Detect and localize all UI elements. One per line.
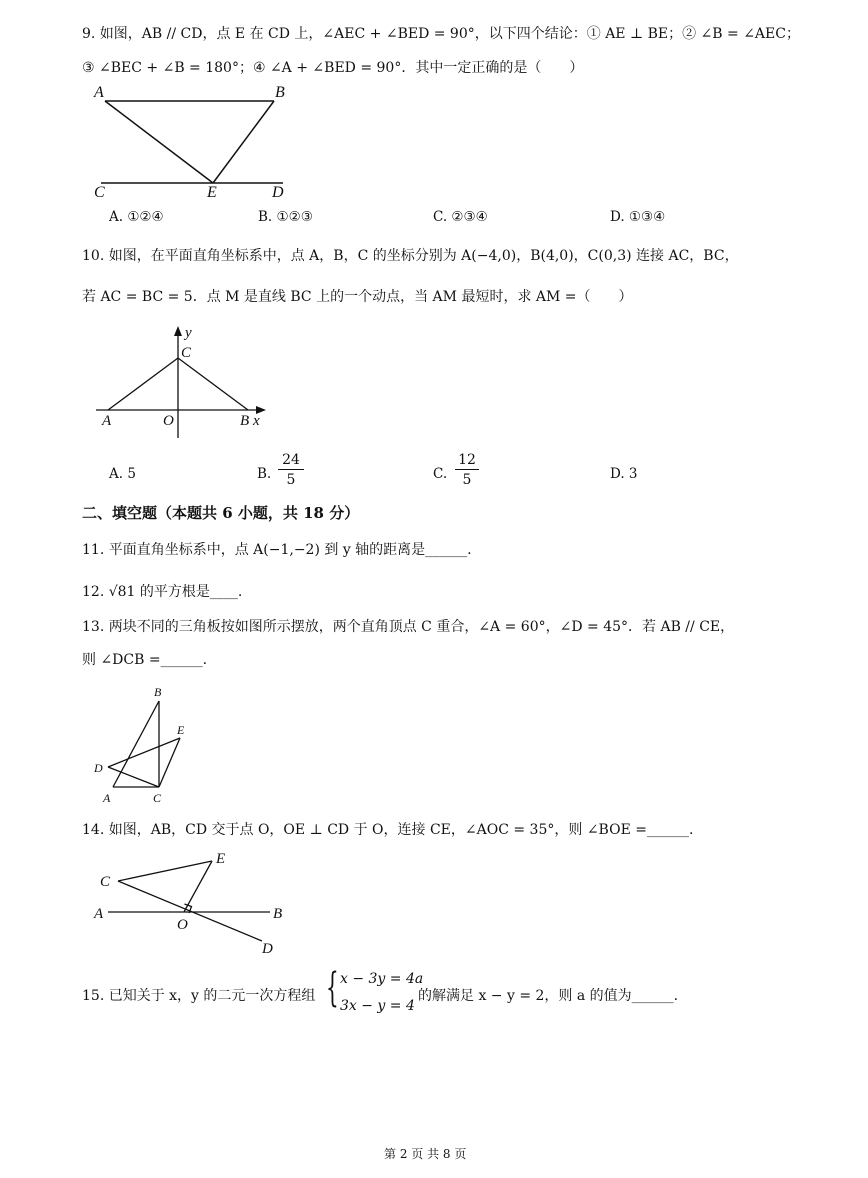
q11: 11. 平面直角坐标系中，点 A(−1,−2) 到 y 轴的距离是______. (82, 542, 472, 558)
q14-label-a: A (94, 906, 104, 922)
q15-brace: { (326, 965, 339, 1011)
q10-label-x: x (253, 413, 260, 429)
q9-label-a: A (94, 84, 104, 101)
section-title: 二、填空题（本题共 6 小题，共 18 分） (82, 504, 360, 522)
q13-label-c: C (153, 791, 162, 805)
q9-label-d: D (272, 184, 284, 201)
q10-label-y: y (185, 325, 192, 341)
q9-option-d: D. ①③④ (610, 209, 666, 225)
q13-line1: 13. 两块不同的三角板按如图所示摆放，两个直角顶点 C 重合，∠A = 60°，∠D = 45°．若 AB // CE， (82, 619, 735, 635)
q10-label-c: C (181, 345, 192, 361)
q9-label-e: E (207, 184, 217, 201)
q13-label-d: D (94, 761, 103, 775)
q10-label-b: B (240, 413, 250, 429)
q9-option-a: A. ①②④ (109, 209, 164, 225)
q13-label-b: B (154, 685, 162, 699)
q14-line1: 14. 如图，AB，CD 交于点 O，OE ⊥ CD 于 O，连接 CE，∠AOC = 35°，则 ∠BOE =______. (82, 822, 694, 838)
q10-option-b-denominator: 5 (286, 472, 296, 488)
q10-label-a: A (102, 413, 112, 429)
q10-option-c-numerator: 12 (455, 452, 479, 470)
q10-label-o: O (163, 413, 174, 429)
q14-label-d: D (262, 941, 273, 957)
q9-line2: ③ ∠BEC + ∠B = 180°；④ ∠A + ∠BED = 90°．其中一定正确的是（ ） (82, 60, 584, 76)
q10-line2: 若 AC = BC = 5．点 M 是直线 BC 上的一个动点，当 AM 最短时，求 AM =（ ） (82, 289, 633, 305)
q14-label-b: B (273, 906, 283, 922)
q13-line2: 则 ∠DCB =______. (82, 652, 208, 668)
q13-label-e: E (177, 723, 185, 737)
q13-label-a: A (103, 791, 111, 805)
q10-option-b-prefix: B. (257, 466, 272, 482)
q10-option-b-numerator: 24 (278, 452, 304, 470)
q14-label-c: C (100, 874, 111, 890)
q14-label-e: E (216, 851, 226, 867)
q12: 12. √81 的平方根是____. (82, 584, 243, 600)
q9-label-b: B (275, 84, 285, 101)
q10-option-c-prefix: C. (433, 466, 448, 482)
q10-option-a: A. 5 (109, 466, 136, 482)
page-footer: 第 2 页 共 8 页 (384, 1147, 467, 1161)
q10-line1: 10. 如图，在平面直角坐标系中，点 A，B，C 的坐标分别为 A(−4,0)，B(4,0)，C(0,3) 连接 AC，BC， (82, 248, 739, 264)
q15-suffix: 的解满足 x − y = 2，则 a 的值为______. (418, 988, 679, 1004)
q15-prefix: 15. 已知关于 x，y 的二元一次方程组 (82, 988, 316, 1004)
q15-equation-1: x − 3y = 4a (340, 971, 424, 987)
q10-option-c-denominator: 5 (462, 472, 472, 488)
q9-option-b: B. ①②③ (258, 209, 313, 225)
q9-line1: 9. 如图，AB // CD，点 E 在 CD 上，∠AEC + ∠BED = 90°，以下四个结论：① AE ⊥ BE；② ∠B = ∠AEC； (82, 26, 800, 42)
q10-option-d: D. 3 (610, 466, 638, 482)
q9-option-c: C. ②③④ (433, 209, 488, 225)
q14-label-o: O (177, 917, 188, 933)
q9-label-c: C (94, 184, 105, 201)
q15-equation-2: 3x − y = 4 (340, 998, 415, 1014)
